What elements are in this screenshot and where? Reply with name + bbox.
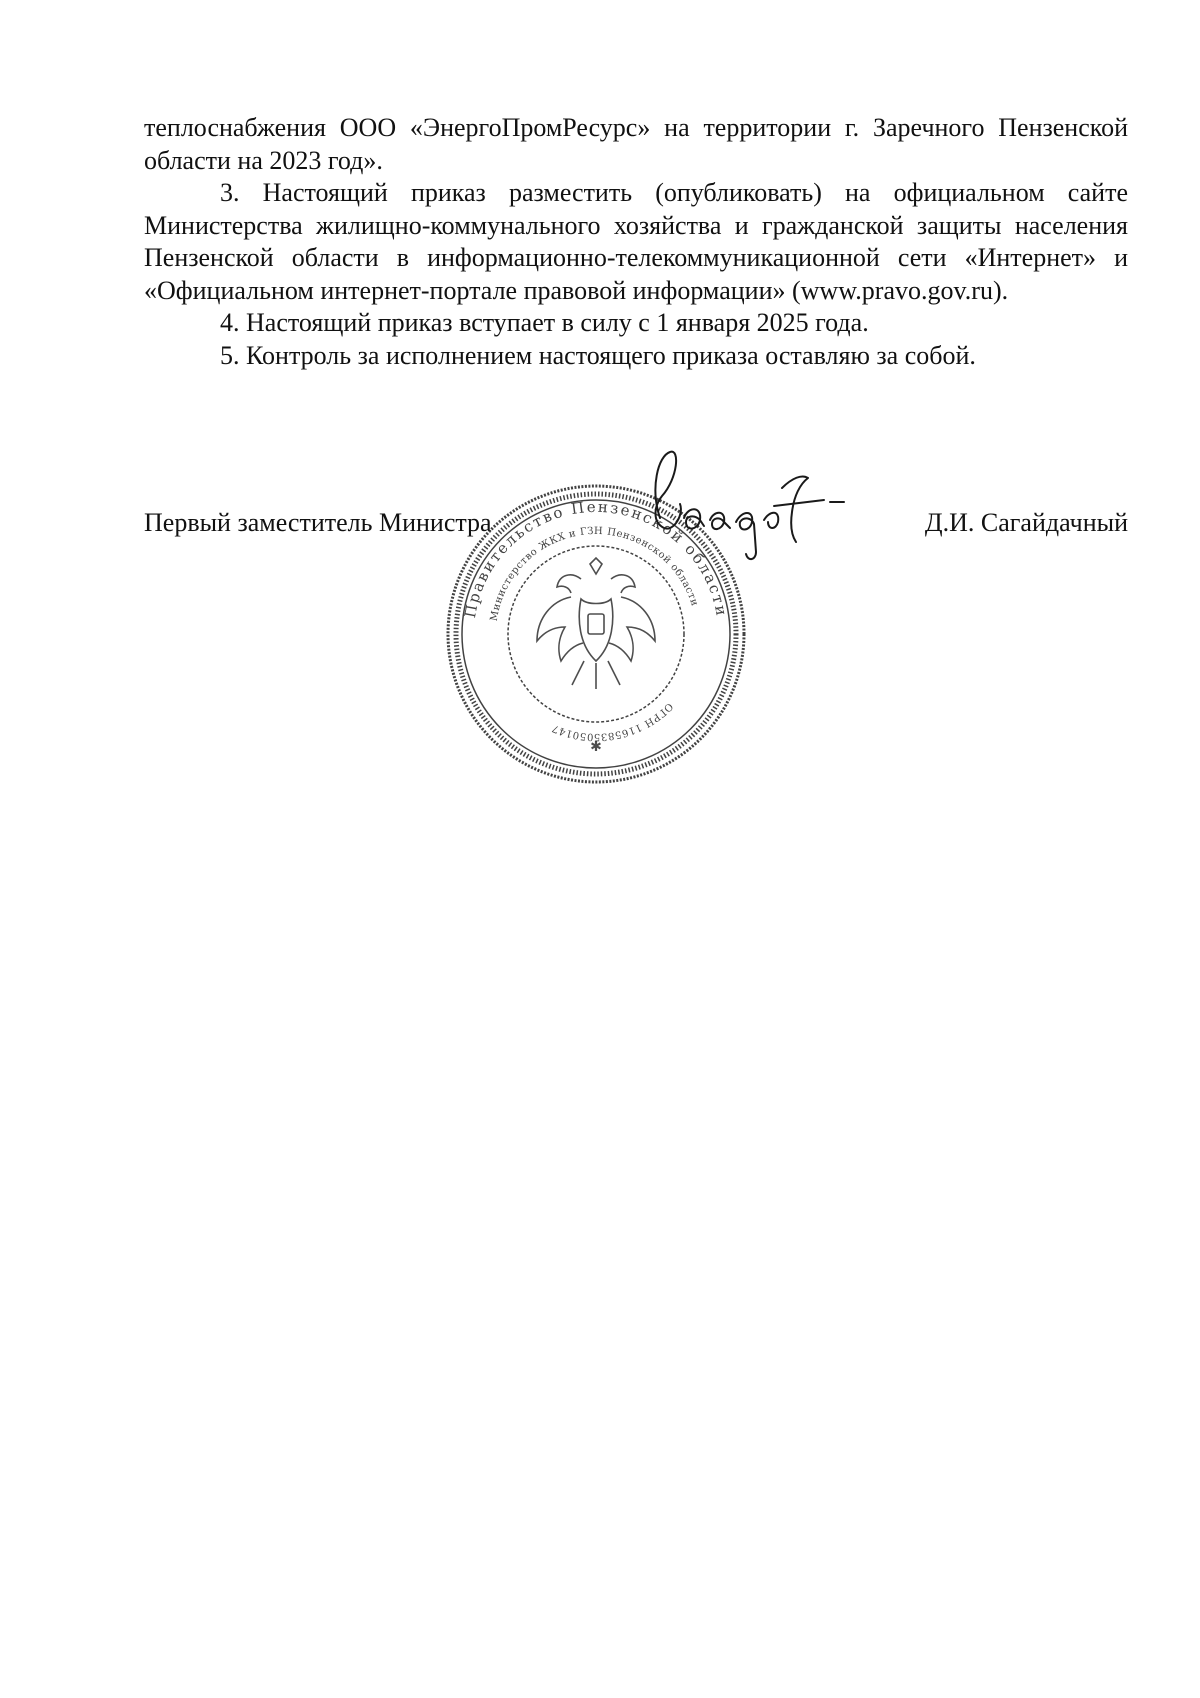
seal-outer-text: Правительство Пензенской области [460,497,731,620]
svg-text:✱: ✱ [590,740,602,755]
seal-inner-text: Министерство ЖКХ и ГЗН Пензенской области [488,525,700,622]
paragraph-item-4: 4. Настоящий приказ вступает в силу с 1 января 2025 года. [220,308,869,337]
paragraph-continuation: теплоснабжения ООО «ЭнергоПромРесурс» на территории г. Заречного Пензенской области на 2023 год». [144,113,1128,175]
signatory-name: Д.И. Сагайдачный [924,508,1128,537]
paragraph-item-3: 3. Настоящий приказ разместить (опубликовать) на официальном сайте Министерства жилищно-коммунального хозяйства и гражданской защиты населения Пензенской области в информационно-телекоммуникационной сети «Интернет» и «Официальном интернет-портале правовой информации» (www.pravo.gov.ru). [144,178,1128,305]
handwritten-signature-icon [640,448,880,578]
seal-ogrn-text: ОГРН 1165835050147 [550,700,675,743]
document-body [144,112,1128,372]
signatory-position: Первый заместитель Министра [144,508,492,537]
coat-of-arms-icon [537,558,655,689]
paragraph-item-5: 5. Контроль за исполнением настоящего приказа оставляю за собой. [220,340,976,370]
